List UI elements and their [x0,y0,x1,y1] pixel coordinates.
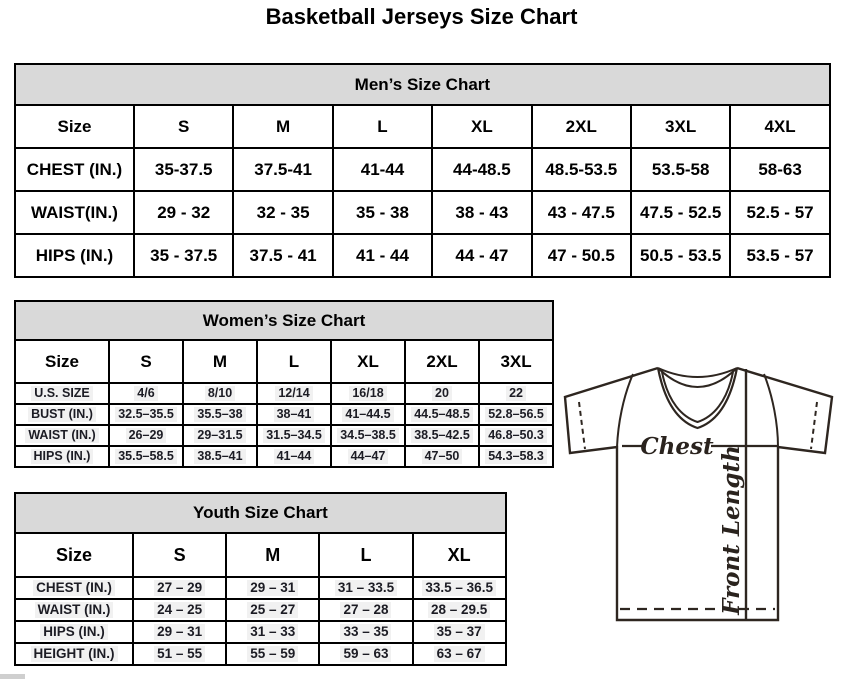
column-header: XL [432,105,531,148]
table-cell: 41–44 [257,446,331,467]
row-label: HIPS (IN.) [15,234,134,277]
table-cell: 59 – 63 [319,643,412,665]
table-cell: 25 – 27 [226,599,319,621]
table-cell: 46.8–50.3 [479,425,553,446]
table-cell: 34.5–38.5 [331,425,405,446]
table-cell: 27 – 28 [319,599,412,621]
left-cuff-dashed-line [579,402,585,449]
column-header: Size [15,533,133,577]
table-cell: 20 [405,383,479,404]
table-row [15,425,553,446]
jersey-outline [565,368,832,620]
front-length-label: Front Length [718,445,745,615]
table-cell: 53.5-58 [631,148,730,191]
table-cell: 12/14 [257,383,331,404]
right-armhole-seam [764,374,778,447]
table-cell: 35-37.5 [134,148,233,191]
table-cell: 35.5–58.5 [109,446,183,467]
table-cell: 32.5–35.5 [109,404,183,425]
womens-size-table [14,300,554,468]
table-cell: 52.8–56.5 [479,404,553,425]
table-cell: 31.5–34.5 [257,425,331,446]
table-cell: 35.5–38 [183,404,257,425]
row-label: HIPS (IN.) [15,446,109,467]
column-header: XL [413,533,506,577]
column-header: XL [331,340,405,383]
table-cell: 8/10 [183,383,257,404]
table-cell: 54.3–58.3 [479,446,553,467]
table-cell: 41–44.5 [331,404,405,425]
table-cell: 41 - 44 [333,234,432,277]
column-header: M [183,340,257,383]
youth-size-table-title: Youth Size Chart [15,493,506,533]
table-row [15,404,553,425]
table-cell: 38.5–41 [183,446,257,467]
womens-size-table-column-header-row [15,340,553,383]
mens-size-table-column-header-row [15,105,830,148]
youth-size-chart [14,492,505,666]
table-cell: 38 - 43 [432,191,531,234]
column-header: S [133,533,226,577]
table-cell: 55 – 59 [226,643,319,665]
table-cell: 35 – 37 [413,621,506,643]
mens-size-table [14,63,831,278]
table-cell: 48.5-53.5 [532,148,631,191]
table-cell: 26–29 [109,425,183,446]
table-cell: 33.5 – 36.5 [413,577,506,599]
table-cell: 31 – 33 [226,621,319,643]
table-cell: 28 – 29.5 [413,599,506,621]
table-cell: 41-44 [333,148,432,191]
table-cell: 38.5–42.5 [405,425,479,446]
page-title: Basketball Jerseys Size Chart [265,4,578,29]
table-row [15,643,506,665]
table-cell: 58-63 [730,148,829,191]
table-cell: 29 – 31 [226,577,319,599]
column-header: L [333,105,432,148]
row-label: HEIGHT (IN.) [15,643,133,665]
row-label: HIPS (IN.) [15,621,133,643]
column-header: 3XL [631,105,730,148]
table-cell: 31 – 33.5 [319,577,412,599]
table-cell: 44-48.5 [432,148,531,191]
table-row [15,234,830,277]
collar-back-arc-1 [658,368,737,377]
column-header: L [319,533,412,577]
table-row [15,148,830,191]
table-cell: 16/18 [331,383,405,404]
mens-size-table-title: Men’s Size Chart [15,64,830,105]
row-label: WAIST (IN.) [15,425,109,446]
column-header: S [109,340,183,383]
table-cell: 29–31.5 [183,425,257,446]
row-label: BUST (IN.) [15,404,109,425]
column-header: 4XL [730,105,829,148]
table-cell: 22 [479,383,553,404]
column-header: M [233,105,332,148]
table-cell: 44 - 47 [432,234,531,277]
right-cuff-dashed-line [811,402,817,449]
table-cell: 50.5 - 53.5 [631,234,730,277]
table-cell: 43 - 47.5 [532,191,631,234]
table-cell: 33 – 35 [319,621,412,643]
table-cell: 24 – 25 [133,599,226,621]
table-cell: 35 - 38 [333,191,432,234]
left-armhole-seam [617,374,633,447]
column-header: 2XL [405,340,479,383]
table-row [15,446,553,467]
womens-size-chart [14,300,552,468]
youth-size-table-column-header-row [15,533,506,577]
mens-size-chart [14,63,829,278]
jersey-measurement-diagram [563,362,835,624]
column-header: Size [15,105,134,148]
row-label: CHEST (IN.) [15,577,133,599]
partial-element-bottom-left [0,674,25,679]
column-header: M [226,533,319,577]
table-cell: 35 - 37.5 [134,234,233,277]
table-row [15,191,830,234]
table-cell: 51 – 55 [133,643,226,665]
womens-size-table-title: Women’s Size Chart [15,301,553,340]
column-header: L [257,340,331,383]
column-header: 3XL [479,340,553,383]
table-cell: 44–47 [331,446,405,467]
chest-label: Chest [640,433,714,460]
row-label: U.S. SIZE [15,383,109,404]
table-cell: 38–41 [257,404,331,425]
row-label: WAIST (IN.) [15,599,133,621]
table-row [15,621,506,643]
table-row [15,577,506,599]
row-label: WAIST(IN.) [15,191,134,234]
table-cell: 47.5 - 52.5 [631,191,730,234]
table-row [15,599,506,621]
column-header: 2XL [532,105,631,148]
table-cell: 53.5 - 57 [730,234,829,277]
table-cell: 44.5–48.5 [405,404,479,425]
column-header: Size [15,340,109,383]
table-cell: 63 – 67 [413,643,506,665]
table-cell: 47–50 [405,446,479,467]
table-cell: 37.5-41 [233,148,332,191]
table-cell: 29 – 31 [133,621,226,643]
table-cell: 47 - 50.5 [532,234,631,277]
table-cell: 32 - 35 [233,191,332,234]
row-label: CHEST (IN.) [15,148,134,191]
table-cell: 4/6 [109,383,183,404]
table-cell: 29 - 32 [134,191,233,234]
youth-size-table [14,492,507,666]
table-cell: 37.5 - 41 [233,234,332,277]
column-header: S [134,105,233,148]
table-cell: 52.5 - 57 [730,191,829,234]
table-cell: 27 – 29 [133,577,226,599]
table-row [15,383,553,404]
